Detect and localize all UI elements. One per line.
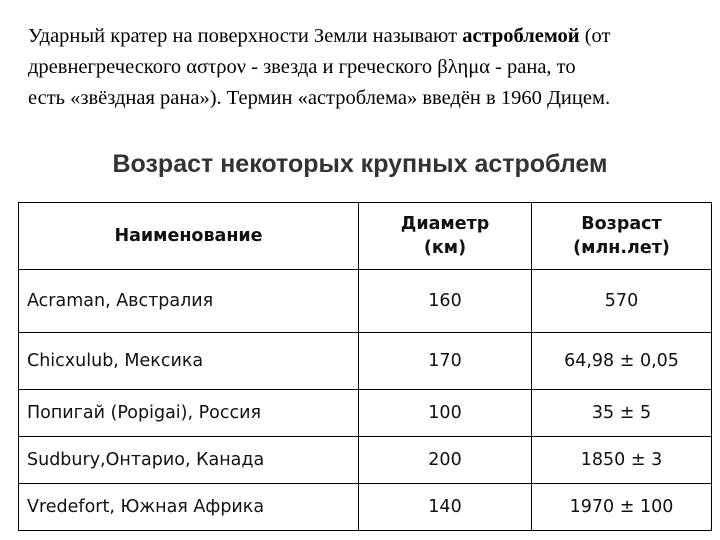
header-name bbox=[19, 203, 359, 270]
intro-line-1-start: Ударный кратер на поверхности Земли называют bbox=[28, 25, 463, 47]
cell-age: 1850 ± 3 bbox=[532, 437, 712, 484]
header-name-label: Наименование bbox=[114, 226, 263, 246]
header-age-line-2: (млн.лет) bbox=[573, 238, 670, 258]
astrobleme-table bbox=[18, 202, 712, 531]
table-header-row bbox=[19, 203, 712, 270]
cell-name: Попигай (Popigai), Россия bbox=[19, 390, 359, 437]
table-row bbox=[19, 270, 712, 333]
intro-line-2: древнегреческого αστρον - звезда и греческого βλημα - рана, то bbox=[28, 56, 576, 78]
cell-name: Sudbury,Онтарио, Канада bbox=[19, 437, 359, 484]
cell-diameter: 200 bbox=[359, 437, 532, 484]
cell-age: 35 ± 5 bbox=[532, 390, 712, 437]
cell-diameter: 170 bbox=[359, 333, 532, 390]
table-title: Возраст некоторых крупных астроблем bbox=[112, 150, 608, 178]
header-age bbox=[532, 203, 712, 270]
cell-diameter: 160 bbox=[359, 270, 532, 333]
header-age-line-1: Возраст bbox=[581, 214, 662, 234]
table-row bbox=[19, 437, 712, 484]
header-diameter-line-1: Диаметр bbox=[400, 214, 490, 234]
cell-diameter: 140 bbox=[359, 484, 532, 531]
intro-paragraph bbox=[28, 21, 718, 114]
header-diameter bbox=[359, 203, 532, 270]
cell-name: Chicxulub, Мексика bbox=[19, 333, 359, 390]
cell-diameter: 100 bbox=[359, 390, 532, 437]
table-row bbox=[19, 333, 712, 390]
cell-name: Vredefort, Южная Африка bbox=[19, 484, 359, 531]
table-row bbox=[19, 390, 712, 437]
cell-age: 1970 ± 100 bbox=[532, 484, 712, 531]
header-diameter-line-2: (км) bbox=[423, 238, 467, 258]
table-row bbox=[19, 484, 712, 531]
intro-line-1-end: (от bbox=[579, 25, 611, 47]
intro-term-astrobleme: астроблемой bbox=[462, 25, 580, 47]
intro-line-1 bbox=[28, 21, 718, 52]
intro-line-3: есть «звёздная рана»). Термин «астроблема» введён в 1960 Дицем. bbox=[28, 87, 611, 109]
cell-age: 570 bbox=[532, 270, 712, 333]
cell-age: 64,98 ± 0,05 bbox=[532, 333, 712, 390]
cell-name: Acraman, Австралия bbox=[19, 270, 359, 333]
